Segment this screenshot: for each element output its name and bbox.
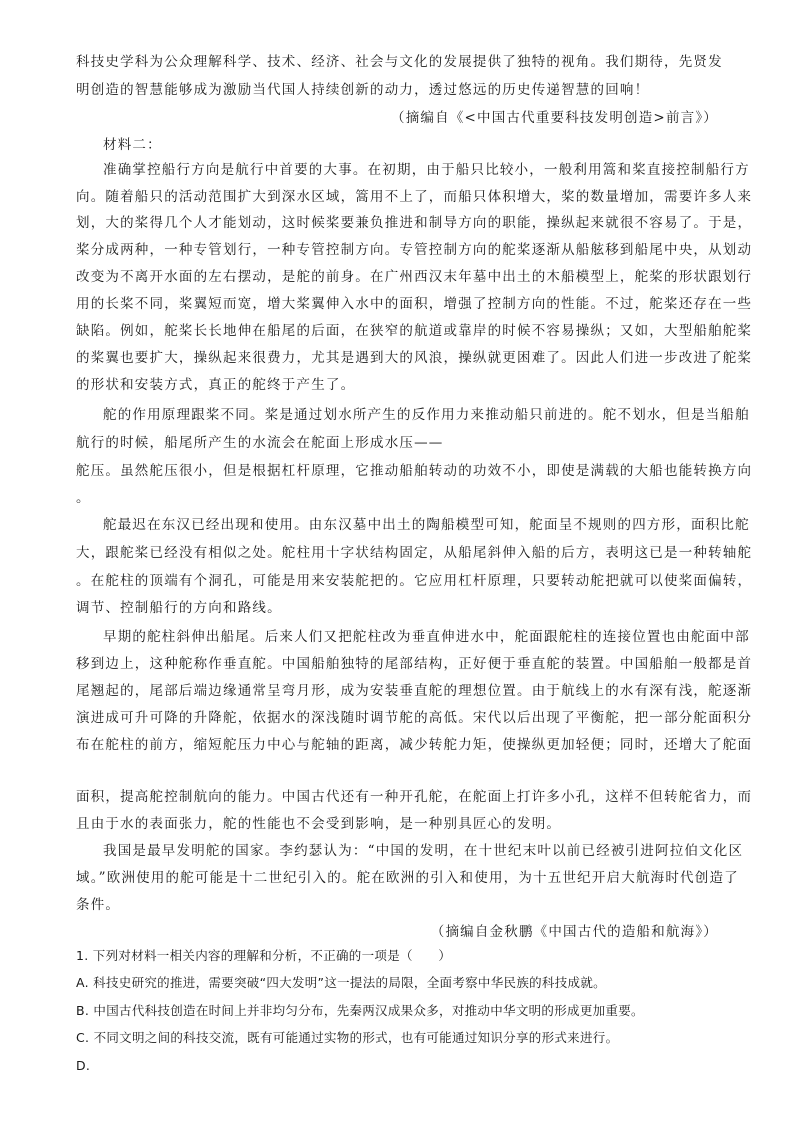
para-line: 演进成可升可降的升降舵，依据水的深浅随时调节舵的高低。宋代以后出现了平衡舵，把一部分舵面积分 bbox=[76, 710, 753, 726]
para-line: 的桨翼也要扩大，操纵起来很费力，尤其是遇到大的风浪，操纵就更困难了。因此人们进一步改进了舵桨 bbox=[76, 350, 753, 366]
para-line: 缺陷。例如，舵桨长长地伸在船尾的后面，在狭窄的航道或靠岸的时候不容易操纵；又如，大型船舶舵桨 bbox=[76, 323, 753, 339]
option-d: D. bbox=[76, 1058, 91, 1073]
source-citation: （摘编自《<中国古代重要科技发明创造>前言》） bbox=[391, 110, 718, 126]
para-line: 。在舵柱的顶端有个洞孔，可能是用来安装舵把的。它应用杠杆原理，只要转动舵把就可以使桨面偏转， bbox=[76, 573, 753, 589]
para-line: 改变为不离开水面的左右摆动，是舵的前身。在广州西汉末年墓中出土的木船模型上，舵桨的形状跟划行 bbox=[76, 269, 753, 285]
para-line: 大，跟舵桨已经没有相似之处。舵柱用十字状结构固定，从船尾斜伸入船的后方，表明这已是一种转轴舵 bbox=[76, 545, 753, 561]
option-c: C. 不同文明之间的科技交流，既有可能通过实物的形式，也有可能通过知识分享的形式来进行。 bbox=[76, 1030, 619, 1045]
source-citation: （摘编自金秋鹏《中国古代的造船和航海》） bbox=[430, 924, 718, 940]
para-line: 的形状和安装方式，真正的舵终于产生了。 bbox=[76, 377, 356, 393]
intro-line: 科技史学科为公众理解科学、技术、经济、社会与文化的发展提供了独特的视角。我们期待，先贤发 bbox=[76, 54, 723, 70]
para-line: 划，大的桨得几个人才能划动，这时候桨要兼负推进和制导方向的职能，操纵起来就很不容易了。于是， bbox=[76, 215, 753, 231]
intro-line: 明创造的智慧能够成为激励当代国人持续创新的动力，透过悠远的历史传递智慧的回响！ bbox=[76, 82, 650, 98]
para-line: 面积，提高舵控制航向的能力。中国古代还有一种开孔舵，在舵面上打许多小孔，这样不但转舵省力，而 bbox=[76, 789, 753, 805]
para-line: 布在舵柱的前方，缩短舵压力中心与舵轴的距离，减少转舵力矩，使操纵更加轻便；同时，还增大了舵面 bbox=[76, 737, 753, 753]
para-line: 用的长桨不同，桨翼短而宽，增大桨翼伸入水中的面积，增强了控制方向的性能。不过，舵桨还存在一些 bbox=[76, 296, 753, 312]
para-line: 条件。 bbox=[76, 897, 121, 913]
para-line: 准确掌控船行方向是航行中首要的大事。在初期，由于船只比较小，一般利用篙和桨直接控制船行方 bbox=[103, 162, 750, 178]
para-line: 域。”欧洲使用的舵可能是十二世纪引入的。舵在欧洲的引入和使用，为十五世纪开启大航海时代创造了 bbox=[76, 870, 739, 886]
option-b: B. 中国古代科技创造在时间上并非均匀分布，先秦两汉成果众多，对推动中华文明的形成更加重要。 bbox=[76, 1003, 644, 1018]
para-line: 移到边上，这种舵称作垂直舵。中国船舶独特的尾部结构，正好便于垂直舵的装置。中国船舶一般都是首 bbox=[76, 656, 753, 672]
para-line: 尾翘起的，尾部后端边缘通常呈弯月形，成为安装垂直舵的理想位置。由于航线上的水有深有浅，舵逐渐 bbox=[76, 683, 753, 699]
para-line: 向。随着船只的活动范围扩大到深水区域，篙用不上了，而船只体积增大，桨的数量增加，需要许多人来 bbox=[76, 189, 753, 205]
para-line: 我国是最早发明舵的国家。李约瑟认为：“中国的发明，在十世纪末叶以前已经被引进阿拉伯文化区 bbox=[103, 843, 744, 859]
question-stem: 1. 下列对材料一相关内容的理解和分析，不正确的一项是（ ） bbox=[76, 948, 452, 963]
material-heading: 材料二： bbox=[103, 137, 162, 153]
para-line: 桨分成两种，一种专管划行，一种专管控制方向。专管控制方向的舵桨逐渐从船舷移到船尾中央，从划动 bbox=[76, 242, 753, 258]
para-line: 调节、控制船行的方向和路线。 bbox=[76, 600, 282, 616]
para-line: 舵的作用原理跟桨不同。桨是通过划水所产生的反作用力来推动船只前进的。舵不划水，但是当船舶 bbox=[103, 407, 750, 423]
para-line: 。 bbox=[76, 490, 91, 506]
para-line: 且由于水的表面张力，舵的性能也不会受到影响，是一种别具匠心的发明。 bbox=[76, 816, 562, 832]
para-line: 舵最迟在东汉已经出现和使用。由东汉墓中出土的陶船模型可知，舵面呈不规则的四方形，面积比舵 bbox=[103, 517, 750, 533]
option-a: A. 科技史研究的推进，需要突破“四大发明”这一提法的局限，全面考察中华民族的科技成就。 bbox=[76, 975, 606, 990]
para-line: 早期的舵柱斜伸出船尾。后来人们又把舵柱改为垂直伸进水中，舵面跟舵柱的连接位置也由舵面中部 bbox=[103, 629, 750, 645]
para-line: 舵压。虽然舵压很小，但是根据杠杆原理，它推动船舶转动的功效不小，即使是满载的大船也能转换方向 bbox=[76, 463, 753, 479]
para-line: 航行的时候，船尾所产生的水流会在舵面上形成水压—— bbox=[76, 435, 444, 451]
